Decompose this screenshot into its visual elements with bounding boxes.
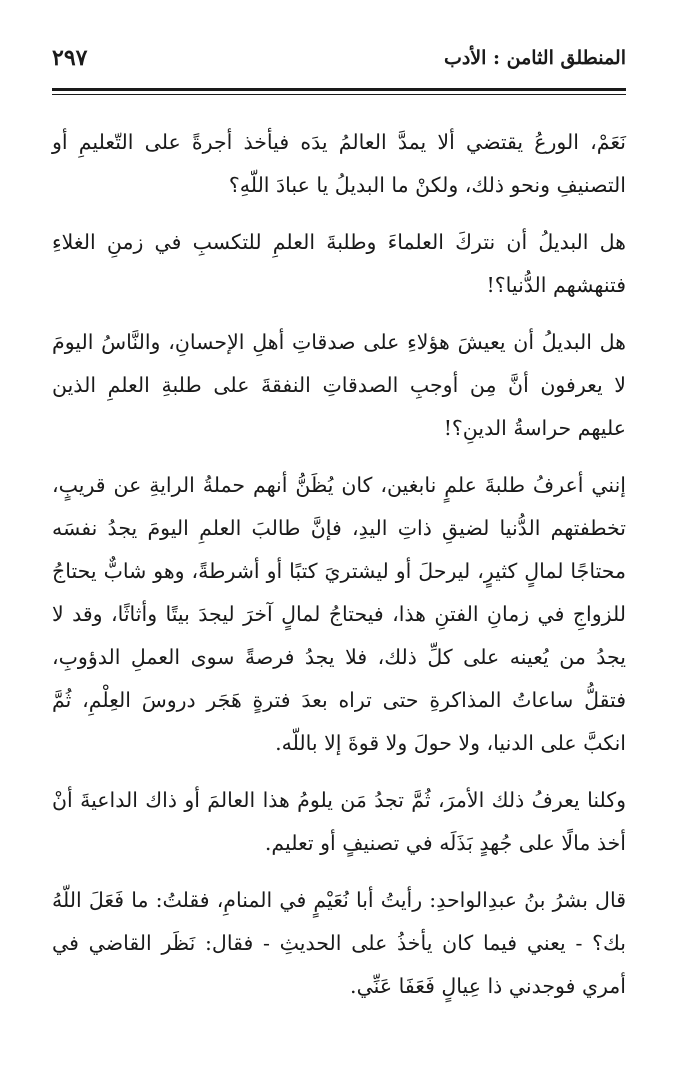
paragraph: إنني أعرفُ طلبةَ علمٍ نابغين، كان يُظَنُّ أنهم حملةُ الرايةِ عن قريبٍ، تخطفتهم الدُّنيا لضيقِ ذاتِ اليدِ، فإنَّ طالبَ العلمِ اليومَ يجدُ نفسَه محتاجًا لمالٍ كثيرٍ، ليرحلَ أو ليشتريَ كتبًا أو أشرطةً، وهو شابٌّ يحتاجُ للزواجِ في زمانِ الفتنِ هذا، فيحتاجُ لمالٍ آخرَ ليجدَ بيتًا وأثاثًا، وقد لا يجدُ من يُعينه على كلِّ ذلك، فلا يجدُ فرصةً سوى العملِ الدؤوبِ، فتقلُّ ساعاتُ المذاكرةِ حتى تراه بعدَ فترةٍ هَجَر دروسَ العِلْمِ، ثُمَّ انكبَّ على الدنيا، ولا حولَ ولا قوةَ إلا باللّه. <box>52 473 626 755</box>
header-rule-thick <box>52 88 626 91</box>
paragraph: قال بشرُ بنُ عبدِالواحدِ: رأيتُ أبا نُعَيْمٍ في المنامِ، فقلتُ: ما فَعَلَ اللّهُ بك؟ - يعني فيما كان يأخذُ على الحديثِ - فقال: نَظَر القاضي في أمري فوجدني ذا عِيالٍ فَعَفَا عَنِّي. <box>52 888 626 998</box>
book-page <box>52 36 626 1046</box>
page-body <box>52 121 626 1008</box>
paragraph: هل البديلُ أن نتركَ العلماءَ وطلبةَ العلمِ للتكسبِ في زمنِ الغلاءِ فتنهشهم الدُّنيا؟! <box>52 230 626 297</box>
paragraph: نَعَمْ، الورعُ يقتضي ألا يمدَّ العالمُ يدَه فيأخذ أجرةً على التّعليمِ أو التصنيفِ ونحو ذلك، ولكنْ ما البديلُ يا عبادَ اللّهِ؟ <box>52 130 626 197</box>
page-number: ٢٩٧ <box>52 45 88 71</box>
page-header <box>52 36 626 80</box>
paragraph: هل البديلُ أن يعيشَ هؤلاءِ على صدقاتِ أهلِ الإحسانِ، والنَّاسُ اليومَ لا يعرفون أنَّ مِن أوجبِ الصدقاتِ النفقةَ على طلبةِ العلمِ الذين عليهم حراسةُ الدينِ؟! <box>52 330 626 440</box>
running-title: المنطلق الثامن : الأدب <box>443 47 626 69</box>
paragraph: وكلنا يعرفُ ذلك الأمرَ، ثُمَّ تجدُ مَن يلومُ هذا العالمَ أو ذاك الداعيةَ أنْ أخذ مالًا على جُهدٍ بَذَلَه في تصنيفٍ أو تعليم. <box>52 788 626 855</box>
header-rule-thin <box>52 94 626 95</box>
